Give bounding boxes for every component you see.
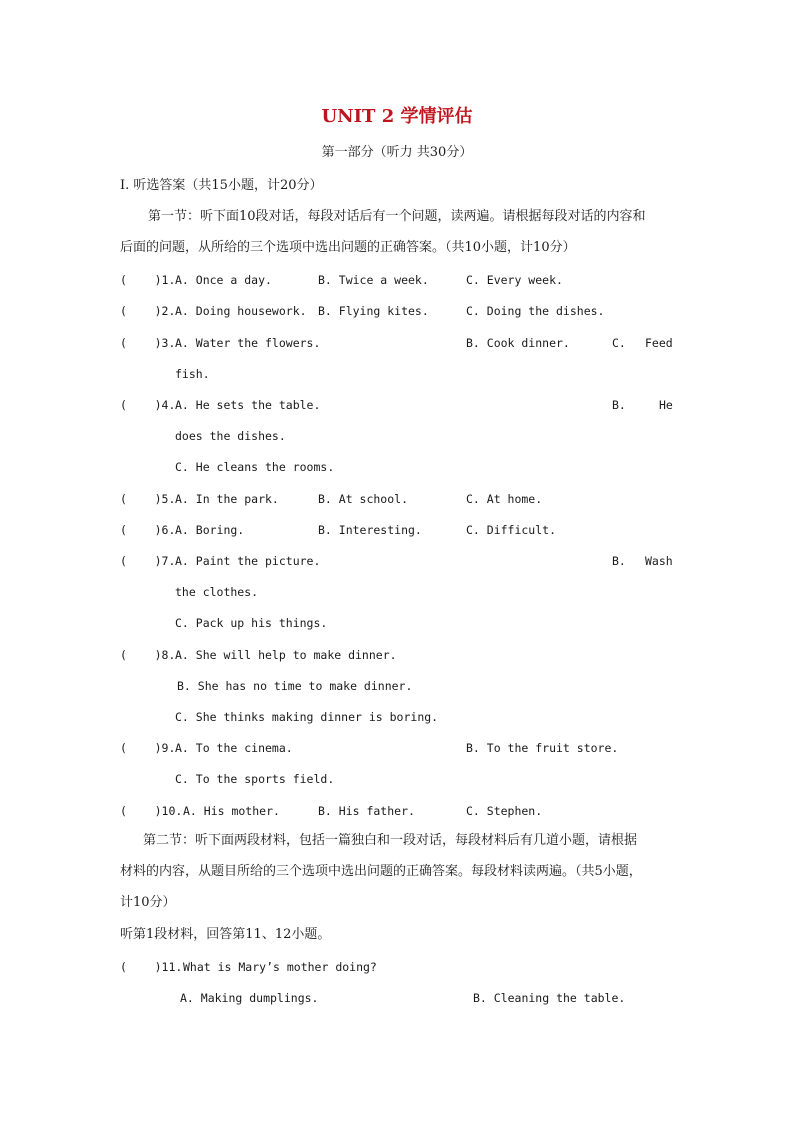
question-number: ( )7. <box>120 554 176 568</box>
option-c: C. At home. <box>466 492 543 506</box>
option-a: A. Water the flowers. <box>175 336 321 350</box>
listening-subtitle: 第一部分（听力 共30分） <box>321 145 473 160</box>
option-b: B. Flying kites. <box>318 304 429 318</box>
option-a: A. Making dumplings. <box>180 991 319 1005</box>
option-a: A. Once a day. <box>175 273 272 287</box>
option-b-letter: B. <box>612 398 626 412</box>
question-number: ( )11. <box>120 960 183 974</box>
part1-instruction-line1: 第一节：听下面10段对话，每段对话后有一个问题，读两遍。请根据每段对话的内容和 <box>148 209 646 224</box>
part2-instruction-line1: 第二节：听下面两段材料，包括一篇独白和一段对话，每段材料后有几道小题，请根据 <box>143 833 638 848</box>
question-number: ( )8. <box>120 648 176 662</box>
option-c-text: Feed <box>645 336 673 350</box>
option-b: B. At school. <box>318 492 409 506</box>
part2-instruction-line3: 计10分） <box>120 895 176 910</box>
question-number: ( )3. <box>120 336 176 350</box>
option-a: A. To the cinema. <box>175 741 293 755</box>
question-number: ( )5. <box>120 492 176 506</box>
option-b: B. His father. <box>318 804 415 818</box>
option-a: A. Doing housework. <box>175 304 307 318</box>
option-c: C. He cleans the rooms. <box>175 460 335 474</box>
option-c: C. Doing the dishes. <box>466 304 605 318</box>
option-c-letter: C. <box>612 336 626 350</box>
option-b-text: He <box>659 398 673 412</box>
question-number: ( )1. <box>120 273 176 287</box>
option-b-text: Wash <box>645 554 673 568</box>
option-c: C. Every week. <box>466 273 563 287</box>
question-number: ( )10. <box>120 804 183 818</box>
option-b: B. Cook dinner. <box>466 336 570 350</box>
option-a: A. He sets the table. <box>175 398 321 412</box>
option-a: A. In the park. <box>175 492 279 506</box>
option-c: C. To the sports field. <box>175 772 335 786</box>
option-a: A. Paint the picture. <box>175 554 321 568</box>
material1-heading: 听第1段材料，回答第11、12小题。 <box>120 927 331 942</box>
option-b-continued: does the dishes. <box>175 429 286 443</box>
section1-heading: I. 听选答案（共15小题，计20分） <box>120 178 323 193</box>
option-b: B. She has no time to make dinner. <box>177 679 413 693</box>
option-b-continued: the clothes. <box>175 585 259 599</box>
option-b: B. Twice a week. <box>318 273 429 287</box>
part2-instruction-line2: 材料的内容，从题目所给的三个选项中选出问题的正确答案。每段材料读两遍。（共5小题， <box>120 864 642 879</box>
option-a: A. She will help to make dinner. <box>175 648 397 662</box>
page-title: UNIT 2 学情评估 <box>321 106 473 127</box>
option-b: B. Interesting. <box>318 523 422 537</box>
option-c: C. Difficult. <box>466 523 557 537</box>
option-b: B. Cleaning the table. <box>473 991 626 1005</box>
option-b-letter: B. <box>612 554 626 568</box>
question-number: ( )2. <box>120 304 176 318</box>
option-c: C. She thinks making dinner is boring. <box>175 710 439 724</box>
question-text: What is Mary’s mother doing? <box>183 960 377 974</box>
question-number: ( )9. <box>120 741 176 755</box>
part1-instruction-line2: 后面的问题，从所给的三个选项中选出问题的正确答案。（共10小题，计10分） <box>120 240 576 255</box>
question-number: ( )6. <box>120 523 176 537</box>
option-c: C. Pack up his things. <box>175 616 328 630</box>
option-c: C. Stephen. <box>466 804 543 818</box>
option-a: A. His mother. <box>183 804 280 818</box>
option-b: B. To the fruit store. <box>466 741 619 755</box>
question-number: ( )4. <box>120 398 176 412</box>
option-a: A. Boring. <box>175 523 245 537</box>
option-c-continued: fish. <box>175 367 210 381</box>
